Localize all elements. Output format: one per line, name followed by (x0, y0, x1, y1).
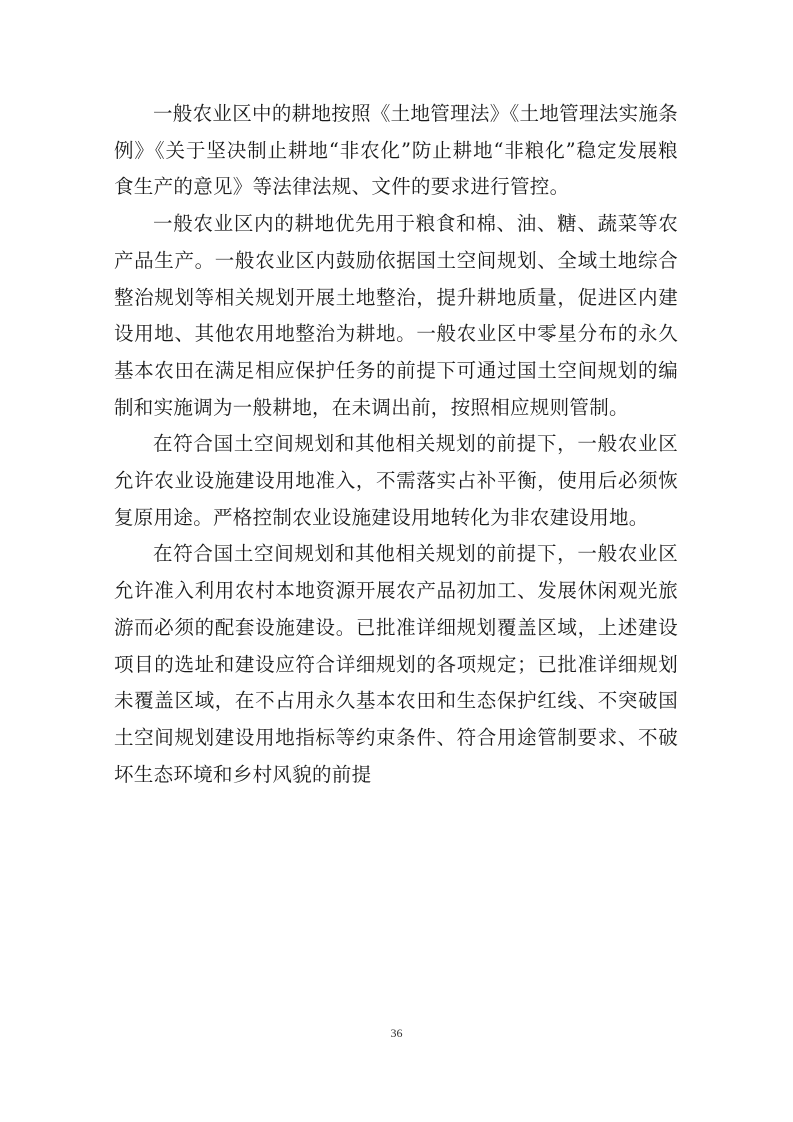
paragraph: 在符合国土空间规划和其他相关规划的前提下，一般农业区允许农业设施建设用地准入，不需落实占补平衡，使用后必须恢复原用途。严格控制农业设施建设用地转化为非农建设用地。 (114, 432, 678, 529)
page-number: 36 (390, 1026, 403, 1040)
paragraph: 一般农业区中的耕地按照《土地管理法》《土地管理法实施条例》《关于坚决制止耕地“非农化”防止耕地“非粮化”稳定发展粮食生产的意见》等法律法规、文件的要求进行管控。 (114, 102, 678, 199)
paragraph: 在符合国土空间规划和其他相关规划的前提下，一般农业区允许准入利用农村本地资源开展农产品初加工、发展休闲观光旅游而必须的配套设施建设。已批准详细规划覆盖区域，上述建设项目的选址和建设应符合详细规划的各项规定；已批准详细规划未覆盖区域，在不占用永久基本农田和生态保护红线、不突破国土空间规划建设用地指标等约束条件、符合用途管制要求、不破坏生态环境和乡村风貌的前提 (114, 542, 678, 786)
paragraph: 一般农业区内的耕地优先用于粮食和棉、油、糖、蔬菜等农产品生产。一般农业区内鼓励依据国土空间规划、全域土地综合整治规划等相关规划开展土地整治，提升耕地质量，促进区内建设用地、其他农用地整治为耕地。一般农业区中零星分布的永久基本农田在满足相应保护任务的前提下可通过国土空间规划的编制和实施调为一般耕地，在未调出前，按照相应规则管制。 (114, 212, 678, 419)
body-text (114, 96, 678, 793)
